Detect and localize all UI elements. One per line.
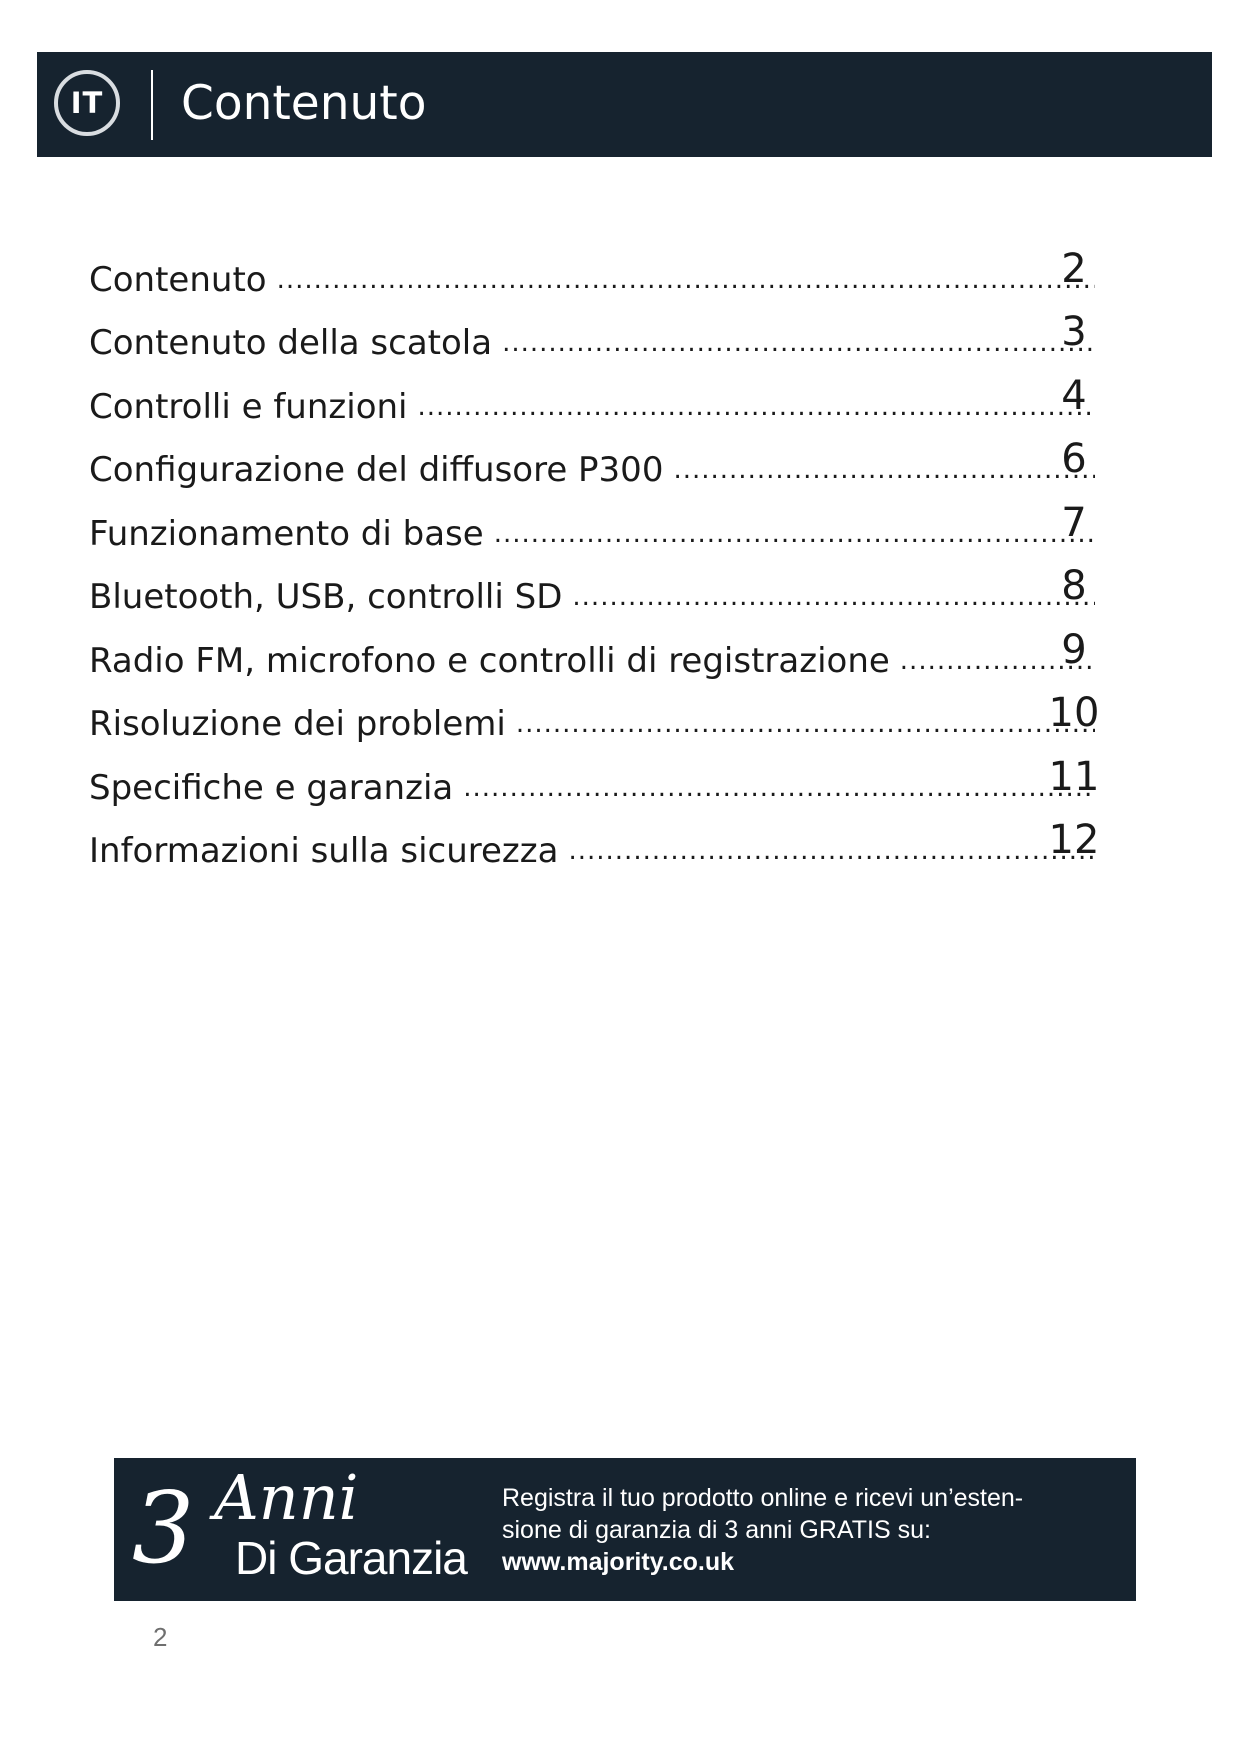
toc-entry[interactable] <box>89 427 1119 491</box>
dot-leader <box>568 831 1095 871</box>
warranty-anni-script: Anni <box>214 1461 359 1534</box>
toc-entry-page: 7 <box>1061 499 1087 546</box>
dot-leader <box>463 768 1095 808</box>
toc-entry-title: Bluetooth, USB, controlli SD <box>89 577 563 617</box>
toc-entry-title: Configurazione del diffusore P300 <box>89 450 664 490</box>
toc-entry-title: Contenuto <box>89 259 267 300</box>
toc-entry[interactable] <box>89 300 1119 364</box>
warranty-banner <box>114 1458 1136 1601</box>
header-divider <box>151 70 153 140</box>
page-number: 2 <box>153 1622 168 1652</box>
language-badge: IT <box>54 70 120 136</box>
toc-entry[interactable] <box>89 363 1119 427</box>
warranty-label: Di Garanzia <box>235 1532 467 1584</box>
toc-entry[interactable] <box>89 808 1119 872</box>
dot-leader <box>417 387 1095 427</box>
toc-entry-title: Contenuto della scatola <box>89 323 493 363</box>
page-title: Contenuto <box>181 76 427 131</box>
toc-entry-title: Funzionamento di base <box>89 513 484 554</box>
toc-entry-page: 8 <box>1061 563 1087 609</box>
toc-entry-title: Informazioni sulla sicurezza <box>89 831 559 871</box>
dot-leader <box>516 704 1095 744</box>
toc-entry[interactable] <box>89 236 1119 300</box>
toc-entry[interactable] <box>89 681 1119 745</box>
section-header <box>37 52 1212 157</box>
warranty-years-number: 3 <box>132 1472 195 1586</box>
dot-leader <box>502 323 1095 363</box>
toc-entry-title: Risoluzione dei problemi <box>89 704 506 744</box>
toc-entry[interactable] <box>89 490 1119 554</box>
dot-leader <box>494 514 1095 554</box>
table-of-contents <box>89 236 1119 871</box>
toc-entry-page: 6 <box>1061 436 1087 482</box>
toc-entry-page: 9 <box>1061 626 1087 673</box>
toc-entry[interactable] <box>89 554 1119 618</box>
toc-entry-page: 10 <box>1048 690 1100 736</box>
warranty-text-line: sione di garanzia di 3 anni GRATIS su: <box>502 1516 931 1544</box>
toc-entry-page: 2 <box>1061 245 1087 292</box>
toc-entry-title: Specifiche e garanzia <box>89 767 454 808</box>
dot-leader <box>572 577 1095 617</box>
dot-leader <box>277 260 1095 300</box>
toc-entry-title: Controlli e funzioni <box>89 386 408 427</box>
warranty-url-link[interactable]: www.majority.co.uk <box>502 1548 734 1576</box>
toc-entry-page: 12 <box>1048 817 1100 863</box>
toc-entry-title: Radio FM, microfono e controlli di registrazione <box>89 640 890 681</box>
toc-entry-page: 3 <box>1061 309 1087 355</box>
toc-entry-page: 11 <box>1048 753 1100 800</box>
toc-entry-page: 4 <box>1061 372 1087 419</box>
warranty-text-line: Registra il tuo prodotto online e ricevi un’esten- <box>502 1484 1024 1512</box>
toc-entry[interactable] <box>89 744 1119 808</box>
warranty-description <box>502 1482 1112 1578</box>
toc-entry[interactable] <box>89 617 1119 681</box>
